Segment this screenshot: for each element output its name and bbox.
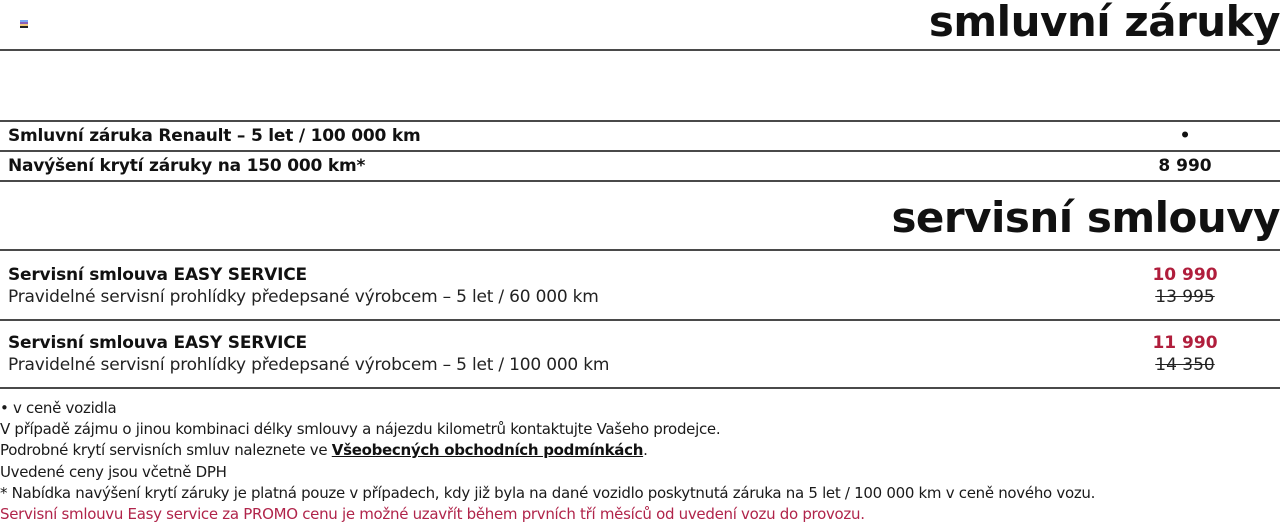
- warranty-row-price: 8 990: [1158, 156, 1212, 176]
- terms-link[interactable]: Všeobecných obchodních podmínkách: [331, 441, 644, 460]
- service-item-description: Pravidelné servisní prohlídky předepsané výrobcem – 5 let / 60 000 km: [8, 287, 599, 307]
- footnotes: [0, 398, 1095, 524]
- bullet-legend: • v ceně vozidla: [0, 399, 117, 417]
- service-section-title: servisní smlouvy: [891, 193, 1280, 242]
- terms-suffix: .: [643, 441, 648, 460]
- brand-logo-icon: [20, 20, 28, 28]
- vat-note: Uvedené ceny jsou včetně DPH: [0, 462, 227, 481]
- contact-note: V případě zájmu o jinou kombinaci délky smlouvy a nájezdu kilometrů kontaktujte Vašeho prodejce.: [0, 420, 721, 439]
- warranty-row: [0, 152, 1280, 180]
- service-item: [0, 332, 1280, 376]
- service-item: [0, 264, 1280, 308]
- terms-prefix: Podrobné krytí servisních smluv naleznete ve: [0, 441, 332, 460]
- footnote: * Nabídka navýšení krytí záruky je platná pouze v případech, kdy již byla na dané vozidlo poskytnutá záruka na 5 let / 100 000 km v ceně nového vozu.: [0, 483, 1096, 502]
- terms-note: [0, 440, 1095, 461]
- promo-note: Servisní smlouvu Easy service za PROMO cenu je možné uzavřít během prvních tří měsíců od uvedení vozu do provozu.: [0, 505, 865, 524]
- divider: [0, 387, 1280, 389]
- divider: [0, 49, 1280, 51]
- service-item-description: Pravidelné servisní prohlídky předepsané výrobcem – 5 let / 100 000 km: [8, 355, 610, 375]
- old-price: 14 350: [1155, 355, 1215, 375]
- warranty-row-label: Smluvní záruka Renault – 5 let / 100 000 km: [8, 126, 421, 146]
- divider: [0, 180, 1280, 182]
- promo-price: 11 990: [1152, 333, 1218, 353]
- divider: [0, 249, 1280, 251]
- warranty-section-title: smluvní záruky: [928, 0, 1280, 46]
- service-item-name: Servisní smlouva EASY SERVICE: [8, 333, 307, 353]
- warranty-row: [0, 122, 1280, 150]
- warranty-row-label: Navýšení krytí záruky na 150 000 km*: [8, 156, 366, 176]
- old-price: 13 995: [1155, 287, 1215, 307]
- promo-price: 10 990: [1152, 265, 1218, 285]
- included-bullet: •: [1179, 126, 1191, 146]
- divider: [0, 319, 1280, 321]
- service-item-name: Servisní smlouva EASY SERVICE: [8, 265, 307, 285]
